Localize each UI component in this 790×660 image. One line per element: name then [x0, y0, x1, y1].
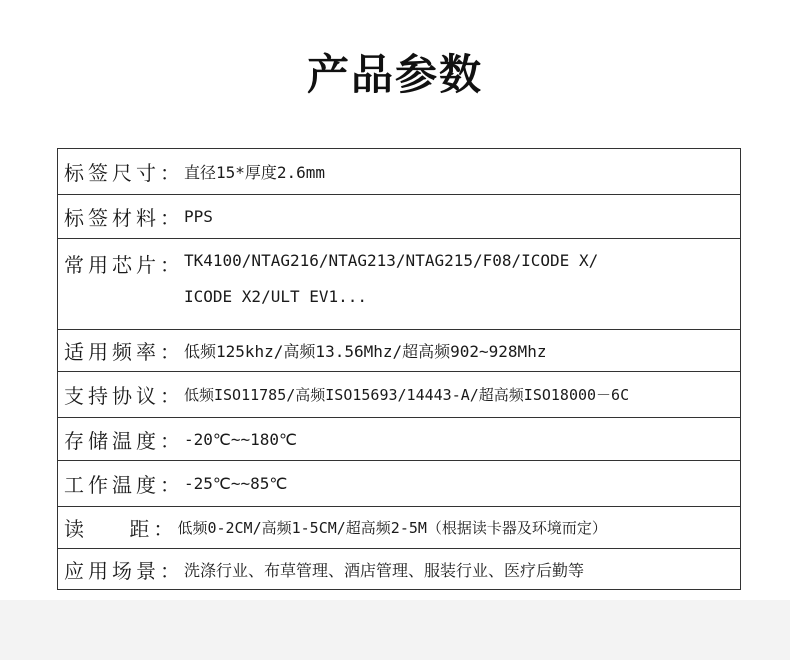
spec-table: [57, 148, 741, 590]
spec-label: 存储温度：: [64, 428, 184, 453]
spec-label: 读 距：: [64, 517, 178, 541]
spec-value: -20℃~~180℃: [184, 429, 297, 449]
spec-row-protocol: [58, 371, 740, 417]
spec-row-read-range: [58, 506, 740, 548]
spec-row-storage-temp: [58, 417, 740, 460]
spec-value: 直径15*厚度2.6mm: [184, 163, 326, 182]
spec-label: 标签材料：: [64, 206, 184, 230]
page-title: 产品参数: [306, 50, 483, 99]
spec-value: PPS: [184, 207, 213, 226]
spec-label: 常用芯片：: [64, 253, 184, 277]
spec-row-tag-material: [58, 194, 740, 238]
spec-row-tag-size: [58, 149, 740, 194]
spec-value: 低频ISO11785/高频ISO15693/14443-A/超高频ISO18000－6C: [184, 386, 630, 404]
spec-label: 工作温度：: [64, 473, 184, 497]
spec-value: 低频0-2CM/高频1-5CM/超高频2-5M（根据读卡器及环境而定）: [177, 519, 607, 537]
spec-value-line: ICODE X2/ULT EV1...: [184, 287, 368, 306]
spec-label: 适用频率：: [64, 340, 184, 364]
bottom-band: [0, 600, 790, 660]
spec-value: 洗涤行业、布草管理、酒店管理、服装行业、医疗后勤等: [184, 560, 585, 580]
spec-row-frequency: [58, 329, 740, 371]
spec-label: 标签尺寸：: [64, 161, 184, 185]
spec-label: 支持协议：: [64, 384, 184, 408]
spec-value: -25℃~~85℃: [184, 474, 288, 493]
spec-value-line: TK4100/NTAG216/NTAG213/NTAG215/F08/ICODE X/: [184, 251, 599, 270]
spec-row-applications: [58, 548, 740, 589]
spec-value: [184, 239, 598, 315]
spec-value: 低频125khz/高频13.56Mhz/超高频902~928Mhz: [184, 342, 547, 361]
spec-row-chips: [58, 238, 740, 329]
spec-label: 应用场景：: [64, 558, 184, 583]
spec-row-working-temp: [58, 460, 740, 506]
